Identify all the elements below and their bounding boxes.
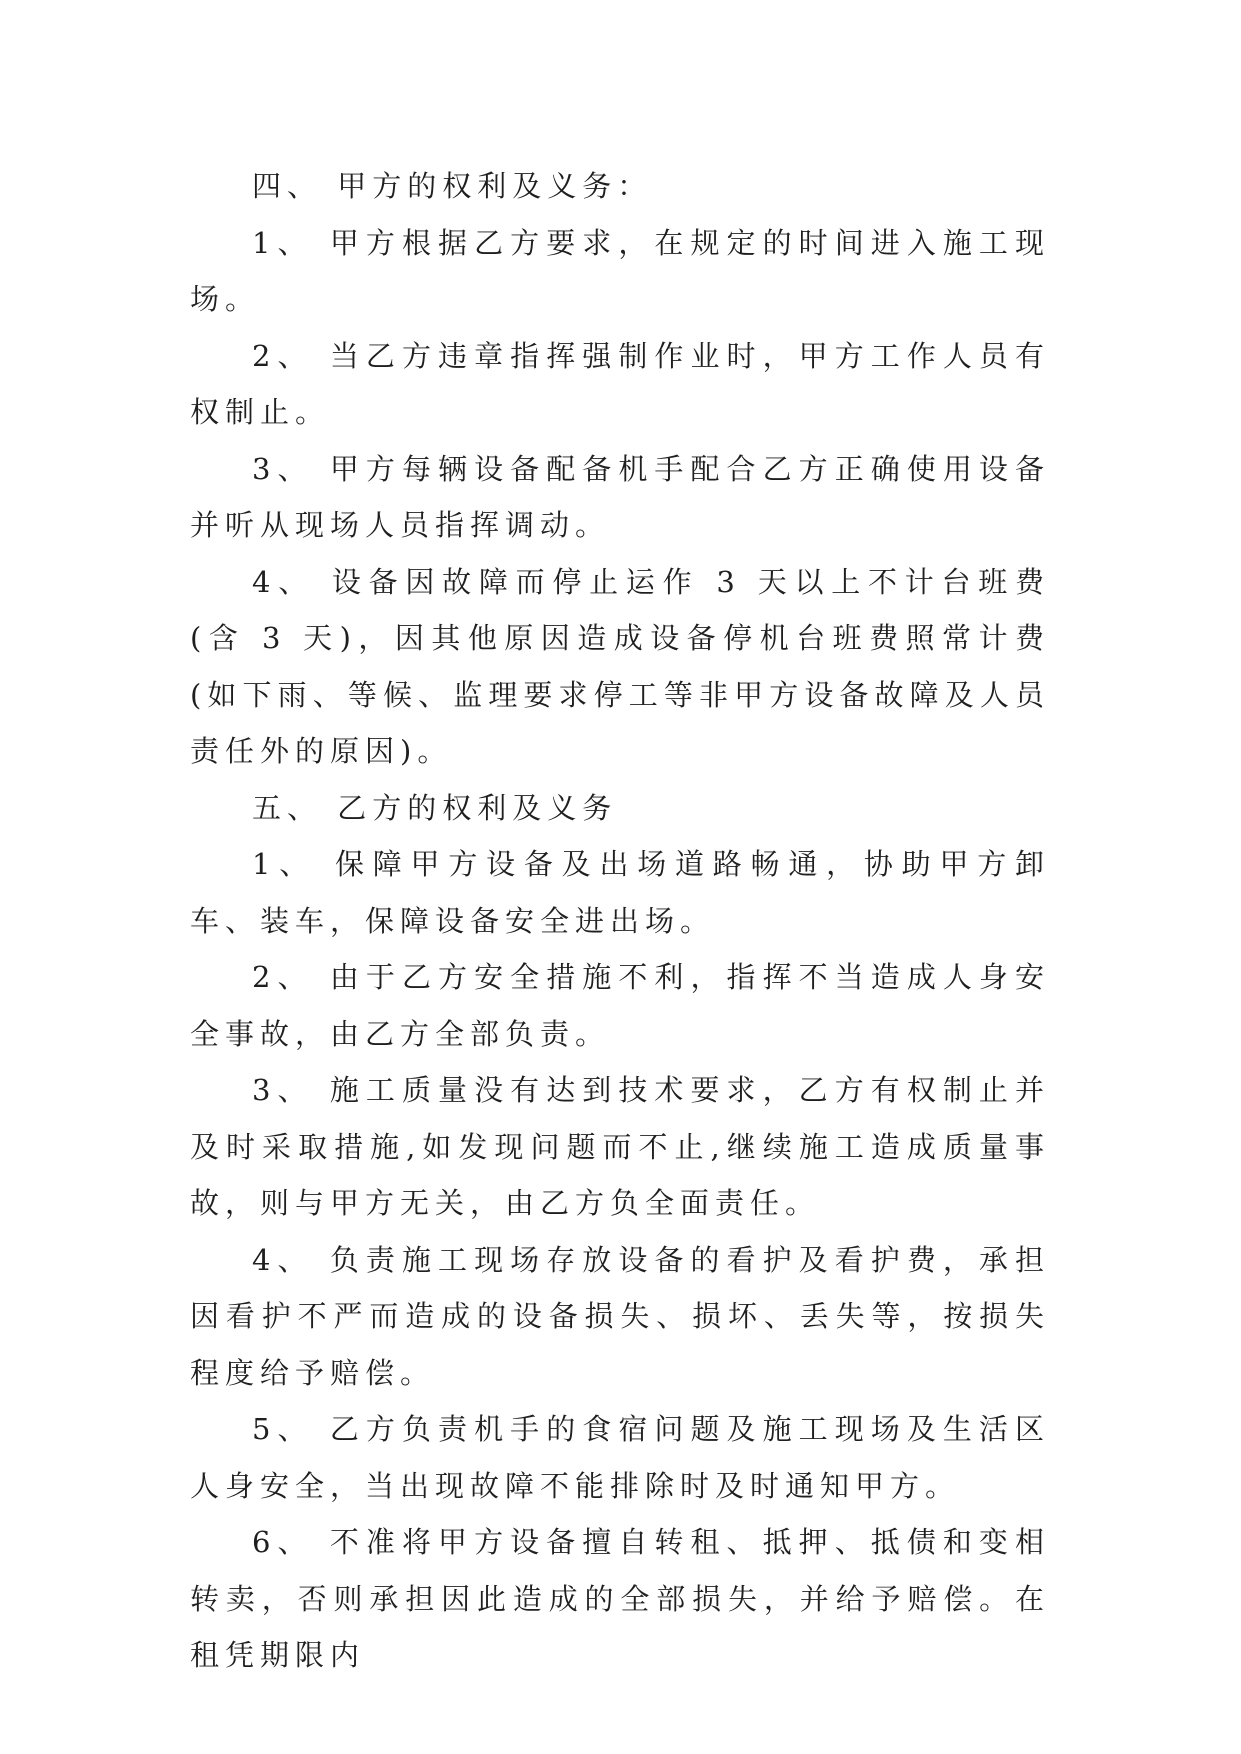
section-5-item-6: 6、 不准将甲方设备擅自转租、抵押、抵债和变相转卖，否则承担因此造成的全部损失，并给予赔偿。在租凭期限内 bbox=[190, 1525, 1050, 1672]
section-5-item-2: 2、 由于乙方安全措施不利，指挥不当造成人身安全事故，由乙方全部负责。 bbox=[190, 960, 1050, 1051]
section-5-heading: 五、 乙方的权利及义务 bbox=[252, 790, 618, 825]
section-4-heading: 四、 甲方的权利及义务： bbox=[252, 169, 653, 203]
section-5-item-4: 4、 负责施工现场存放设备的看护及看护费，承担因看护不严而造成的设备损失、损坏、丢失等，按损失程度给予赔偿。 bbox=[190, 1242, 1050, 1390]
section-5-item-1: 1、 保障甲方设备及出场道路畅通，协助甲方卸车、装车，保障设备安全进出场。 bbox=[190, 847, 1050, 938]
document-body bbox=[190, 158, 1050, 1684]
section-5-item-5: 5、 乙方负责机手的食宿问题及施工现场及生活区人身安全，当出现故障不能排除时及时通知甲方。 bbox=[190, 1412, 1050, 1503]
section-5-item-3: 3、 施工质量没有达到技术要求，乙方有权制止并及时采取措施,如发现问题而不止,继续施工造成质量事故，则与甲方无关，由乙方负全面责任。 bbox=[190, 1073, 1050, 1220]
section-4-item-2: 2、 当乙方违章指挥强制作业时，甲方工作人员有权制止。 bbox=[190, 338, 1050, 429]
section-4-item-3: 3、 甲方每辆设备配备机手配合乙方正确使用设备并听从现场人员指挥调动。 bbox=[190, 451, 1050, 542]
section-4-item-4: 4、 设备因故障而停止运作 3 天以上不计台班费(含 3 天)，因其他原因造成设备停机台班费照常计费(如下雨、等候、监理要求停工等非甲方设备故障及人员责任外的原因)。 bbox=[190, 564, 1050, 768]
section-4-item-1: 1、 甲方根据乙方要求，在规定的时间进入施工现场。 bbox=[190, 225, 1050, 316]
